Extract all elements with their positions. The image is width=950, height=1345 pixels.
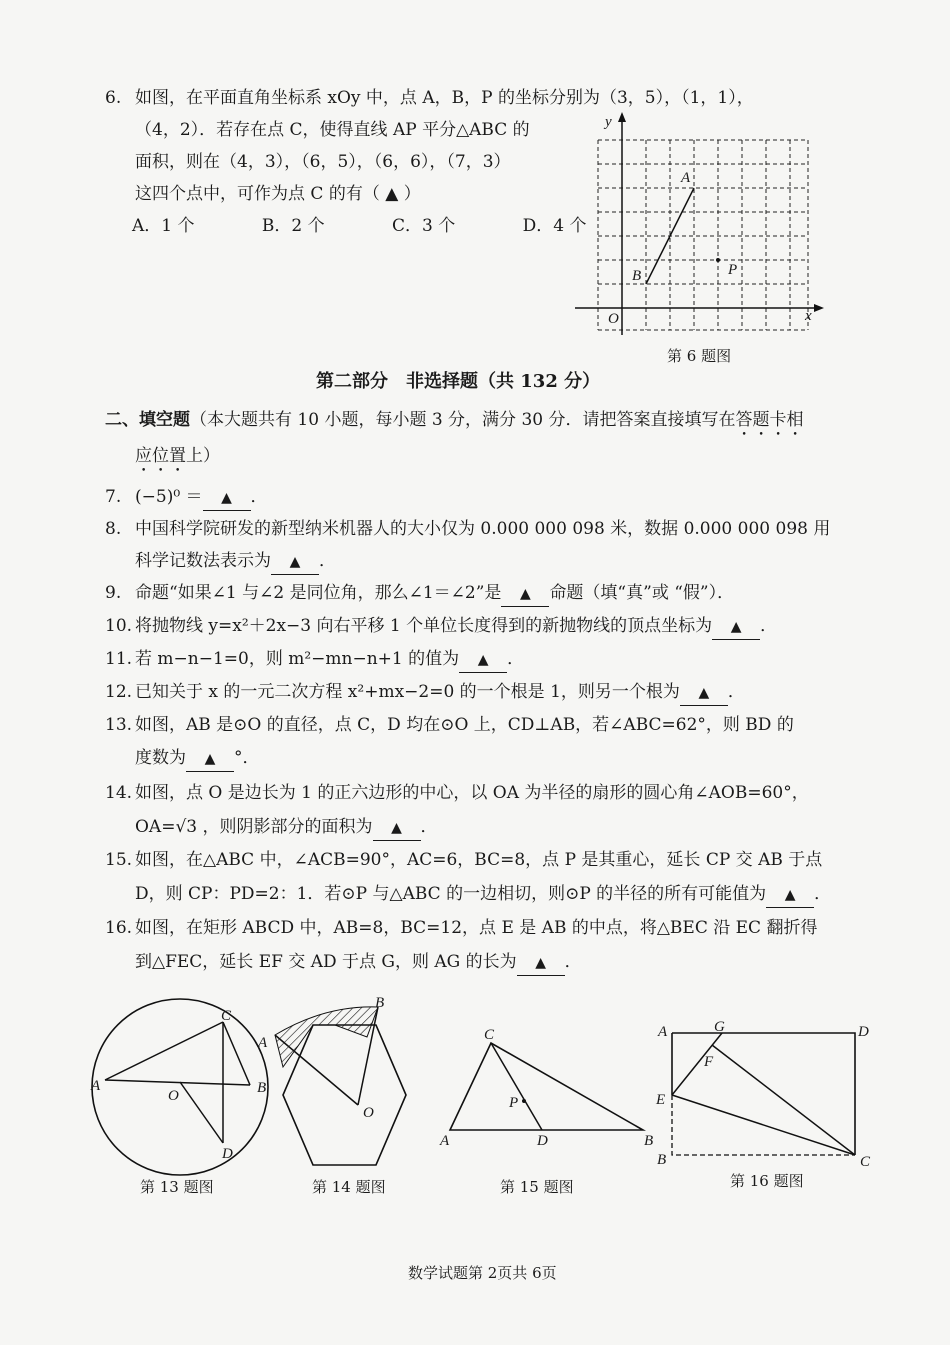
blank-triangle-icon: ▲ [520, 586, 531, 602]
q15-cont: D，则 CP：PD=2：1．若⊙P 与△ABC 的一边相切，则⊙P 的半径的所有可能值为 [135, 884, 767, 904]
section2-desc-line2 [135, 444, 220, 476]
fig15-label-b: B [644, 1133, 654, 1149]
q16-cont-line [135, 950, 582, 976]
page-footer: 数学试题第 2页共 6页 [408, 1264, 557, 1282]
fig13-label-d: D [222, 1146, 233, 1162]
q14-number: 14. [105, 783, 133, 803]
q11-text: 若 m−n−1=0，则 m²−mn−n+1 的值为 [135, 649, 460, 669]
question-12 [105, 680, 745, 706]
fig15-label-c: C [484, 1027, 495, 1043]
fig16-label-e: E [656, 1092, 666, 1108]
q13-number: 13. [105, 715, 133, 735]
fig16-label-g: G [714, 1019, 725, 1035]
q6-options [132, 214, 587, 238]
fig15-caption: 第 15 题图 [500, 1178, 574, 1196]
question-10 [105, 614, 777, 640]
q6-number: 6. [105, 88, 122, 108]
question-9 [105, 581, 734, 607]
fig6-point-p [716, 258, 720, 262]
section2-emph-2: 应位置 [135, 446, 186, 466]
blank-triangle-icon: ▲ [784, 887, 796, 903]
fig14-label-a: A [258, 1035, 268, 1051]
q10-answer-blank[interactable] [712, 614, 760, 640]
q9-answer-blank[interactable] [501, 581, 549, 607]
q13-cont-line [135, 746, 260, 772]
fig6-y-arrow [618, 112, 626, 122]
fig13-label-o: O [168, 1088, 179, 1104]
fig6-label-origin: O [608, 311, 619, 327]
q6-text-line4: 这四个点中，可作为点 C 的有（ ▲ ） [135, 184, 421, 204]
question-14 [105, 781, 809, 805]
section2-heading: 二、填空题 [105, 410, 190, 430]
q10-after: ． [760, 616, 778, 636]
fig15-label-a: A [440, 1133, 450, 1149]
fig13-caption: 第 13 题图 [140, 1178, 214, 1196]
fig14-hexagon-diagram [255, 995, 445, 1170]
q9-after: 命题（填“真”或 “假”）． [549, 583, 735, 603]
q9-number: 9. [105, 583, 122, 603]
part2-title: 第二部分 非选择题（共 132 分） [316, 371, 601, 392]
question-15 [105, 848, 822, 872]
fig14-hexagon [283, 1025, 406, 1165]
q15-cont-line [135, 882, 831, 908]
q12-number: 12. [105, 682, 133, 702]
q8-after: ． [319, 551, 336, 571]
fig15-triangle-diagram [438, 1025, 666, 1150]
fig6-label-a: A [681, 170, 691, 186]
fig6-label-x: x [805, 308, 812, 324]
q11-number: 11. [105, 649, 133, 669]
fig16-rectangle-diagram [650, 1018, 880, 1168]
q14-text: 如图，点 O 是边长为 1 的正六边形的中心，以 OA 为半径的扇形的圆心角∠AOB=60°， [135, 783, 809, 803]
blank-triangle-icon: ▲ [391, 820, 402, 836]
question-11 [105, 647, 524, 673]
fig16-label-c: C [860, 1154, 871, 1170]
q8-text: 中国科学院研发的新型纳米机器人的大小仅为 0.000 000 098 米，数据 0.000 000 098 用 [135, 519, 831, 539]
fig14-label-b: B [375, 995, 385, 1011]
fig14-label-o: O [363, 1105, 374, 1121]
q11-after: ． [507, 649, 525, 669]
q16-cont: 到△FEC，延长 EF 交 AD 于点 G，则 AG 的长为 [135, 952, 517, 972]
q6-line1 [105, 86, 754, 110]
q14-cont-line [135, 815, 438, 841]
q14-after: ． [420, 817, 438, 837]
fig16-label-a: A [658, 1024, 668, 1040]
fig15-label-p: P [509, 1095, 519, 1111]
q8-cont-line [135, 549, 336, 575]
section2-emph-1: 答题卡相 [735, 410, 804, 430]
q12-after: ． [727, 682, 745, 702]
q13-cont: 度数为 [135, 748, 186, 768]
fig13-label-c: C [221, 1008, 232, 1024]
q7-number: 7. [105, 487, 122, 507]
question-8 [105, 517, 830, 541]
q7-after: ． [250, 487, 268, 507]
section2-desc: （本大题共有 10 小题，每小题 3 分，满分 30 分．请把答案直接填写在 [190, 410, 736, 430]
q6-text-line2: （4，2）．若存在点 C，使得直线 AP 平分△ABC 的 [135, 120, 530, 140]
q14-cont: OA=√3 ，则阴影部分的面积为 [135, 817, 373, 837]
q15-answer-blank[interactable] [766, 882, 814, 908]
section2-desc-end: 上） [186, 446, 220, 466]
fig6-caption: 第 6 题图 [667, 347, 732, 365]
q6-text-line1: 如图，在平面直角坐标系 xOy 中，点 A，B，P 的坐标分别为（3，5），（1，1）， [135, 88, 754, 108]
fig6-coordinate-grid [570, 110, 830, 340]
fig15-label-d: D [537, 1133, 548, 1149]
q10-number: 10. [105, 616, 133, 636]
q13-after: °． [234, 748, 260, 768]
fig14-shaded-region [275, 1007, 378, 1067]
blank-triangle-icon: ▲ [730, 619, 742, 635]
fig13-label-b: B [257, 1080, 267, 1096]
q8-number: 8. [105, 519, 122, 539]
q12-text: 已知关于 x 的一元二次方程 x²+mx−2=0 的一个根是 1，则另一个根为 [135, 682, 680, 702]
fig6-label-p: P [728, 262, 738, 278]
q6-option-d[interactable]: D．4 个 [522, 216, 587, 236]
q8-answer-blank[interactable] [271, 549, 319, 575]
blank-triangle-icon: ▲ [289, 554, 301, 570]
q15-number: 15. [105, 850, 133, 870]
fig6-x-arrow [814, 304, 824, 312]
q7-text: (−5)⁰ ＝ [135, 487, 203, 507]
fig6-label-y: y [605, 114, 612, 130]
q7-answer-blank[interactable] [203, 485, 251, 511]
blank-triangle-icon: ▲ [477, 652, 489, 668]
fig16-label-f: F [704, 1054, 714, 1070]
q10-text: 将抛物线 y=x²＋2x−3 向右平移 1 个单位长度得到的新抛物线的顶点坐标为 [135, 616, 713, 636]
fig16-caption: 第 16 题图 [730, 1172, 804, 1190]
fig6-label-b: B [632, 268, 642, 284]
q16-after: ． [564, 952, 582, 972]
q14-answer-blank[interactable] [373, 815, 421, 841]
fig13-label-a: A [91, 1078, 101, 1094]
q6-option-c[interactable]: C．3 个 [392, 216, 456, 236]
blank-triangle-icon: ▲ [204, 751, 216, 767]
fig14-caption: 第 14 题图 [312, 1178, 386, 1196]
q16-text: 如图，在矩形 ABCD 中，AB=8，BC=12，点 E 是 AB 的中点，将△BEC 沿 EC 翻折得 [135, 918, 818, 938]
fig16-label-d: D [858, 1024, 869, 1040]
section2-heading-line [105, 408, 804, 440]
q13-text: 如图，AB 是⊙O 的直径，点 C，D 均在⊙O 上，CD⊥AB，若∠ABC=62°，则 BD 的 [135, 715, 794, 735]
question-16 [105, 916, 817, 940]
question-7 [105, 485, 268, 511]
q11-answer-blank[interactable] [459, 647, 507, 673]
fig6-grid-lines [598, 140, 808, 330]
q9-text: 命题“如果∠1 与∠2 是同位角，那么∠1＝∠2”是 [135, 583, 502, 603]
blank-triangle-icon: ▲ [698, 685, 710, 701]
q13-answer-blank[interactable] [186, 746, 234, 772]
q12-answer-blank[interactable] [680, 680, 728, 706]
fig13-circle-diagram [85, 1000, 275, 1170]
fig16-label-b: B [657, 1152, 667, 1168]
q6-option-a[interactable]: A．1 个 [132, 216, 195, 236]
q15-after: ． [814, 884, 832, 904]
q16-number: 16. [105, 918, 133, 938]
question-13 [105, 713, 794, 737]
blank-triangle-icon: ▲ [535, 955, 547, 971]
q15-text: 如图，在△ABC 中，∠ACB=90°，AC=6，BC=8，点 P 是其重心，延长 CP 交 AB 于点 [135, 850, 823, 870]
q6-text-line3: 面积，则在（4，3），（6，5），（6，6），（7，3） [135, 152, 511, 172]
q6-option-b[interactable]: B．2 个 [261, 216, 325, 236]
q8-cont: 科学记数法表示为 [135, 551, 271, 571]
blank-triangle-icon: ▲ [221, 490, 232, 506]
q16-answer-blank[interactable] [517, 950, 565, 976]
